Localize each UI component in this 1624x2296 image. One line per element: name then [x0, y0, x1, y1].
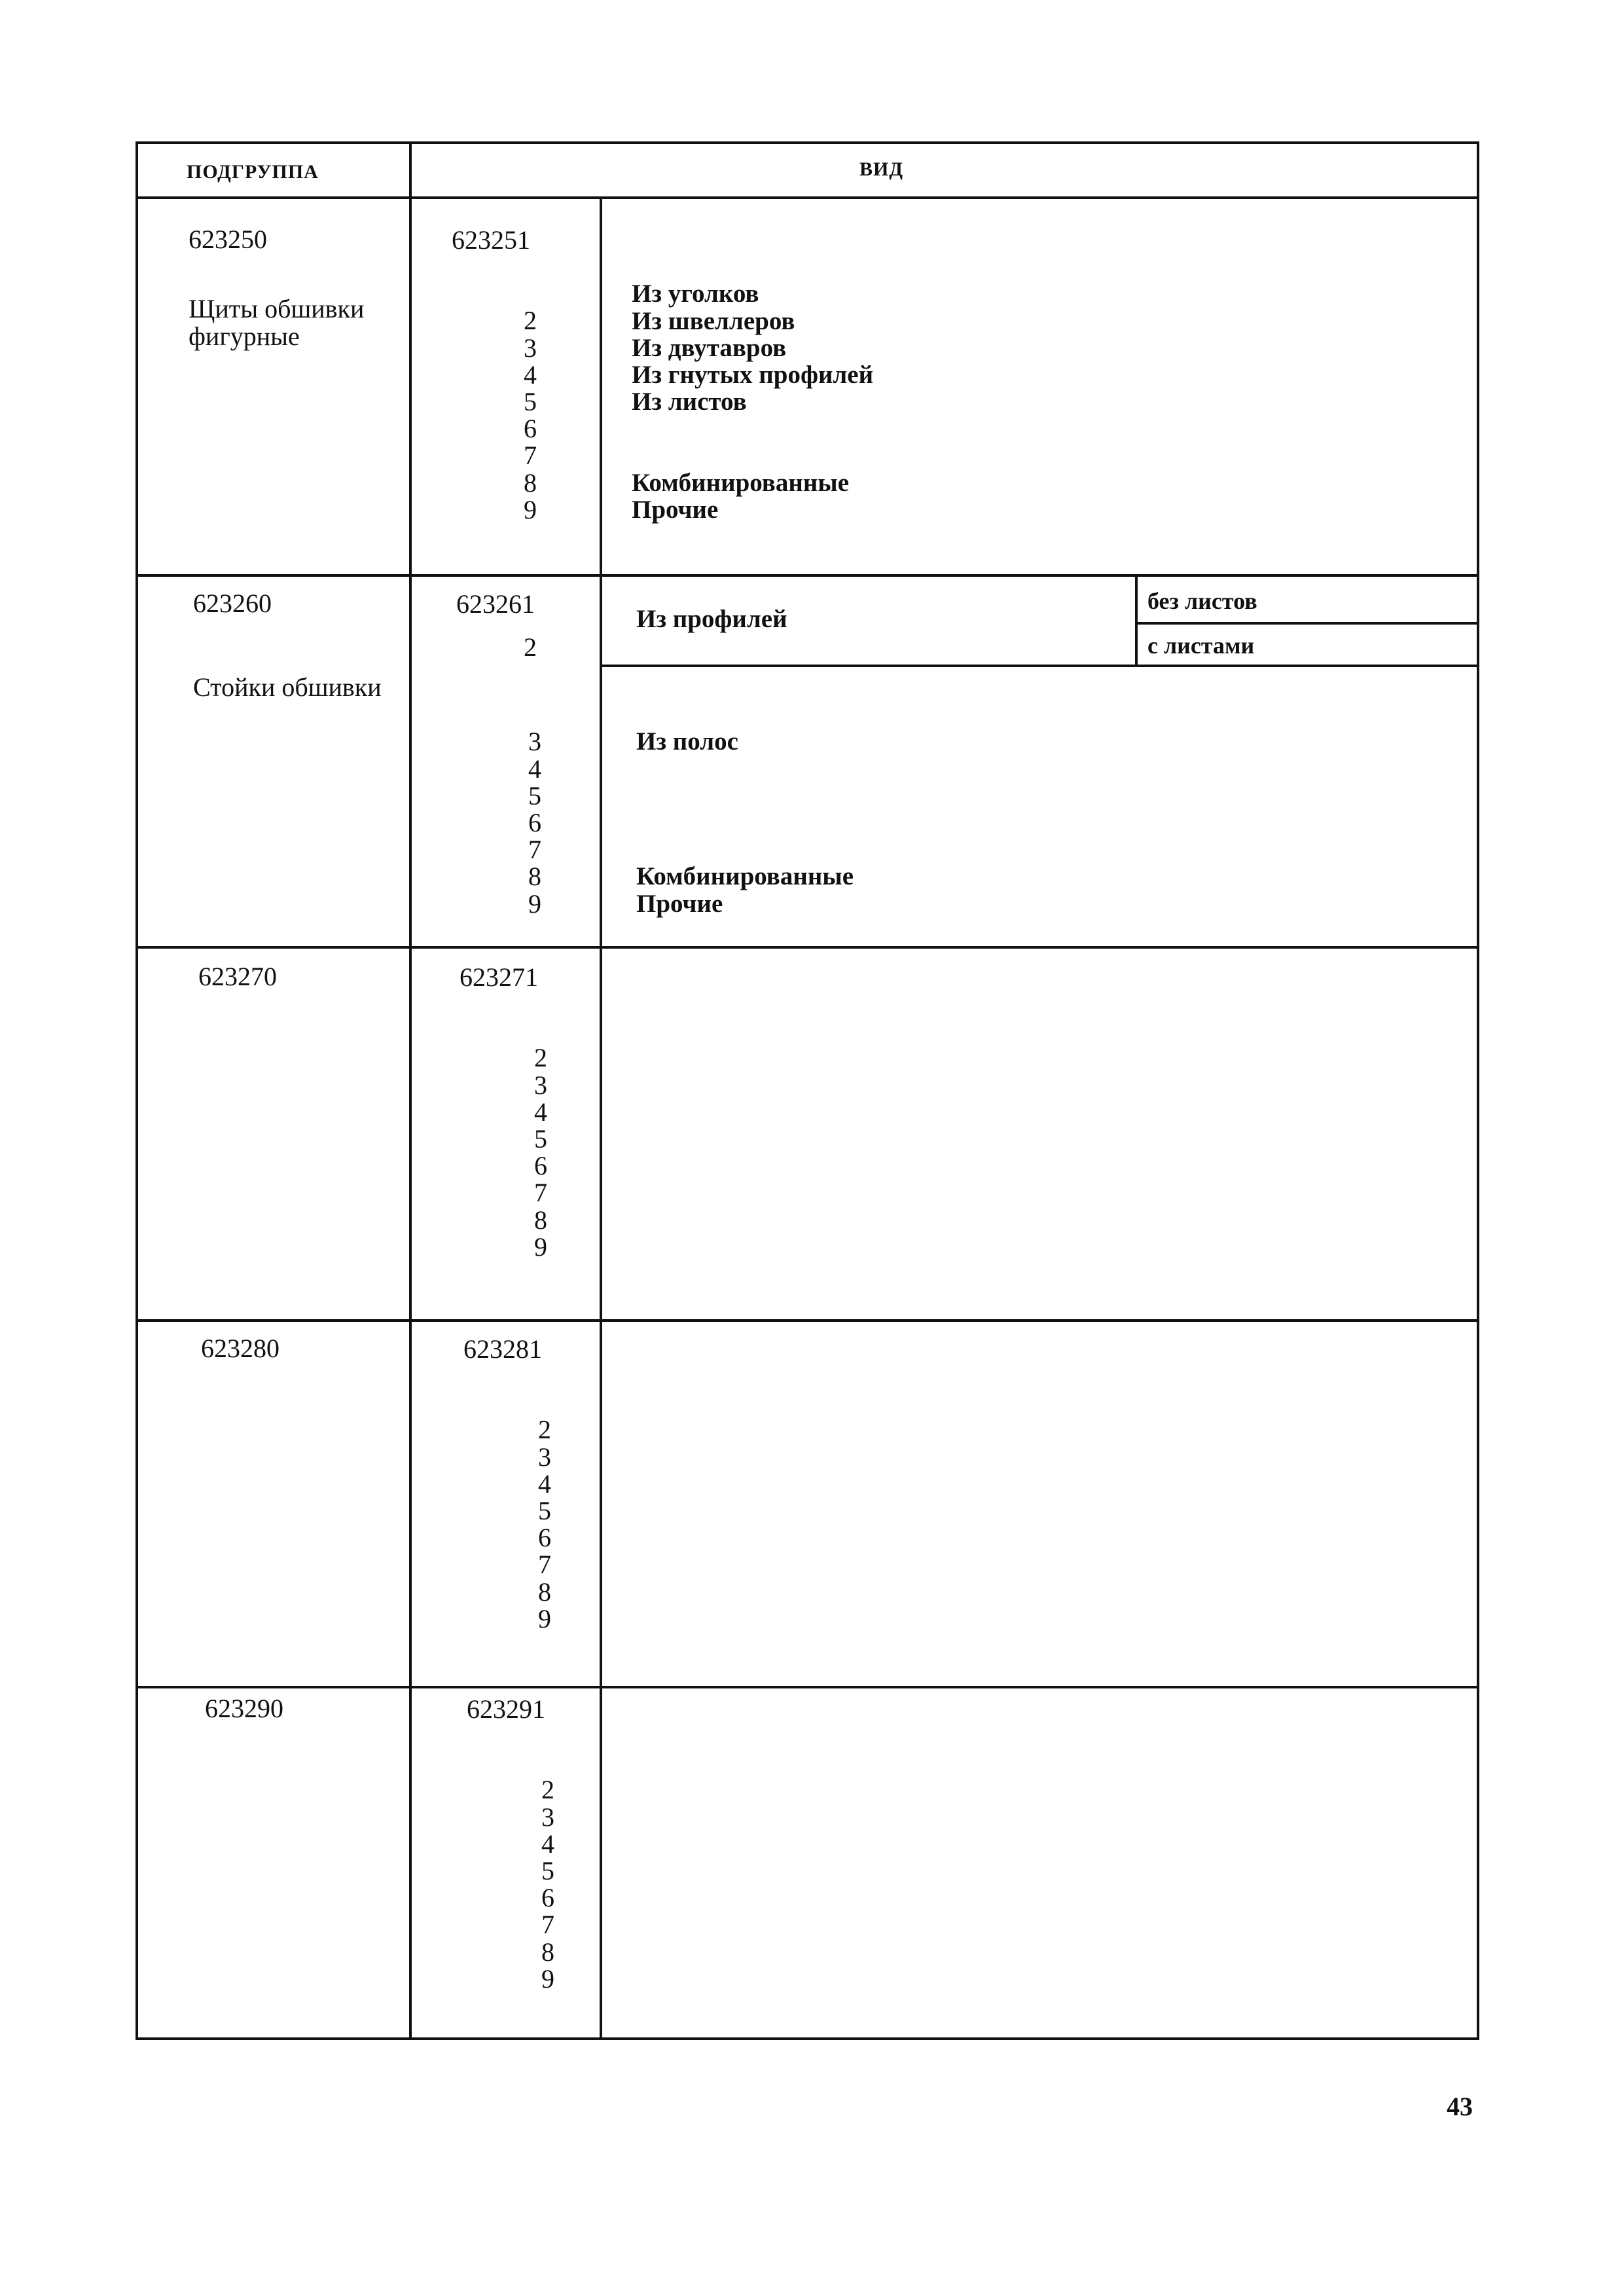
group-code: 623250	[189, 225, 267, 254]
kind-digits: 2 3 4 5 6 7 8 9	[541, 1775, 554, 1994]
kind-digits: 2 3 4 5 6 7 8 9	[538, 1415, 551, 1633]
header-subgroup: ПОДГРУППА	[187, 161, 319, 183]
page-number: 43	[1447, 2092, 1473, 2121]
kind-descriptions: Из полос Комбинированные Прочие	[636, 727, 854, 918]
group-title: Щиты обшивки	[189, 294, 365, 323]
row-divider-4	[135, 1686, 1479, 1688]
kind-first-code: 623281	[463, 1334, 542, 1364]
profiles-label: Из профилей	[636, 605, 787, 633]
header-kind: ВИД	[859, 158, 903, 180]
kind-descriptions: Из уголков Из швеллеров Из двутавров Из гнутых профилей Из листов Комбинированные Прочие	[632, 280, 874, 524]
column-divider-subgroup	[409, 141, 412, 2040]
option-with-sheets: с листами	[1147, 632, 1255, 659]
kind-first-code: 623261	[456, 589, 535, 619]
option-without-sheets: без листов	[1147, 588, 1257, 614]
kind-digits: 2 3 4 5 6 7 8 9	[524, 306, 537, 524]
options-divider	[1135, 622, 1479, 625]
group-code: 623280	[201, 1334, 280, 1363]
row-divider-3	[135, 1319, 1479, 1322]
row-divider-2	[135, 946, 1479, 949]
column-divider-kind-code	[600, 196, 602, 2040]
kind-digit: 2	[524, 632, 537, 662]
profiles-divider	[602, 665, 1479, 667]
column-divider-options	[1135, 574, 1138, 666]
kind-first-code: 623271	[460, 962, 538, 992]
group-title: фигурные	[189, 321, 300, 351]
group-code: 623290	[205, 1694, 283, 1723]
kind-digits: 2 3 4 5 6 7 8 9	[534, 1043, 547, 1262]
kind-digits: 3 4 5 6 7 8 9	[528, 727, 541, 919]
group-title: Стойки обшивки	[193, 672, 382, 702]
group-code: 623270	[198, 962, 277, 991]
header-divider	[135, 196, 1479, 199]
group-code: 623260	[193, 589, 272, 618]
kind-first-code: 623291	[467, 1694, 545, 1724]
kind-first-code: 623251	[452, 225, 530, 255]
row-divider-1	[135, 574, 1479, 577]
